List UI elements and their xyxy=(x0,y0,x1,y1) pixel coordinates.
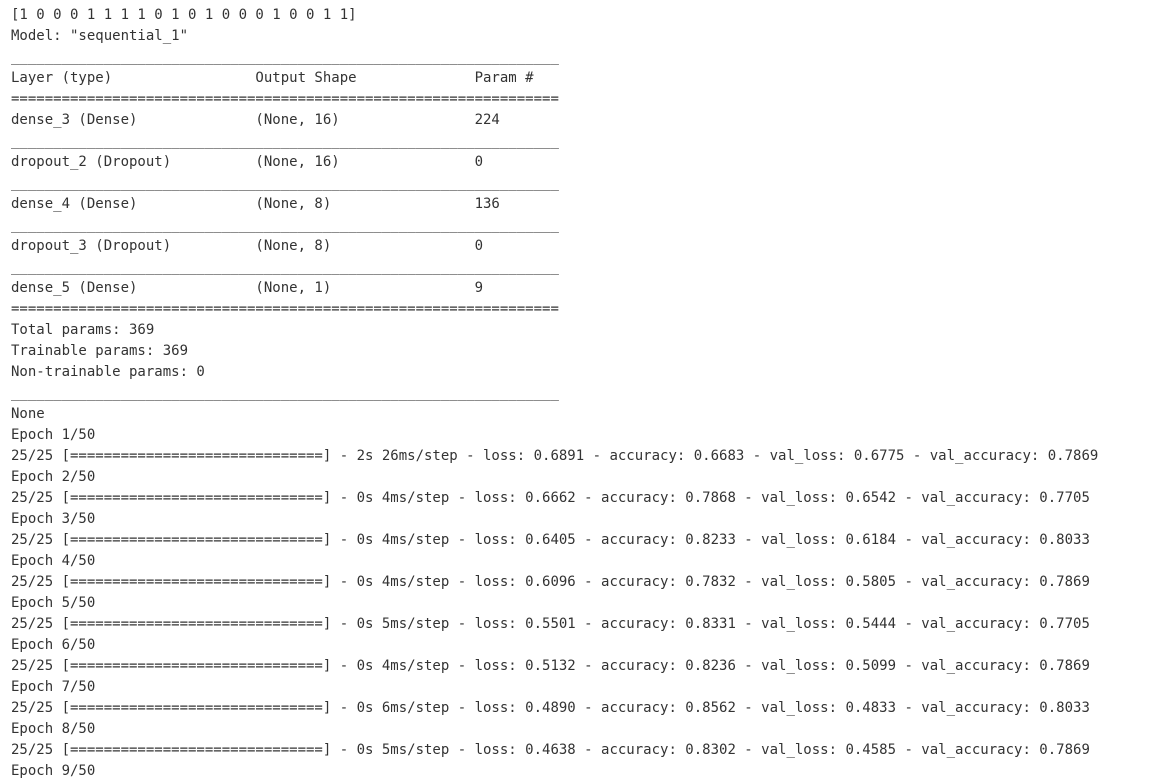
epoch-header-line: Epoch 4/50 xyxy=(11,553,96,569)
trainable-params-line: Trainable params: 369 xyxy=(11,343,189,359)
summary-rule-line: _________________________________________________________________ xyxy=(11,217,559,233)
epoch-header-line: Epoch 1/50 xyxy=(11,427,96,443)
summary-rule-line: _________________________________________________________________ xyxy=(11,175,559,191)
layer-row: dense_5 (Dense) (None, 1) 9 xyxy=(11,280,559,296)
cell-output xyxy=(11,5,1098,782)
summary-header-line: Layer (type) Output Shape Param # xyxy=(11,70,559,86)
summary-rule-line: _________________________________________________________________ xyxy=(11,259,559,275)
epoch-progress-line: 25/25 [==============================] - 0s 4ms/step - loss: 0.6662 - accuracy: 0.7868 - val_loss: 0.6542 - val_accuracy: 0.7705 xyxy=(11,490,1090,506)
layer-row: dropout_3 (Dropout) (None, 8) 0 xyxy=(11,238,559,254)
summary-rule-line: _________________________________________________________________ xyxy=(11,49,559,65)
summary-double-rule-line: ================================================================= xyxy=(11,301,559,317)
epoch-progress-line: 25/25 [==============================] - 0s 5ms/step - loss: 0.5501 - accuracy: 0.8331 - val_loss: 0.5444 - val_accuracy: 0.7705 xyxy=(11,616,1090,632)
epoch-progress-line: 25/25 [==============================] - 2s 26ms/step - loss: 0.6891 - accuracy: 0.6683 - val_loss: 0.6775 - val_accuracy: 0.7869 xyxy=(11,448,1099,464)
layer-row: dense_4 (Dense) (None, 8) 136 xyxy=(11,196,559,212)
epoch-progress-line: 25/25 [==============================] - 0s 4ms/step - loss: 0.5132 - accuracy: 0.8236 - val_loss: 0.5099 - val_accuracy: 0.7869 xyxy=(11,658,1090,674)
model-name-line: Model: "sequential_1" xyxy=(11,28,189,44)
summary-rule-line: _________________________________________________________________ xyxy=(11,385,559,401)
epoch-header-line: Epoch 9/50 xyxy=(11,763,96,779)
summary-double-rule-line: ================================================================= xyxy=(11,91,559,107)
epoch-progress-line: 25/25 [==============================] - 0s 4ms/step - loss: 0.6405 - accuracy: 0.8233 - val_loss: 0.6184 - val_accuracy: 0.8033 xyxy=(11,532,1090,548)
epoch-progress-line: 25/25 [==============================] - 0s 4ms/step - loss: 0.6096 - accuracy: 0.7832 - val_loss: 0.5805 - val_accuracy: 0.7869 xyxy=(11,574,1090,590)
none-output-line: None xyxy=(11,406,45,422)
epoch-progress-line: 25/25 [==============================] - 0s 5ms/step - loss: 0.4638 - accuracy: 0.8302 - val_loss: 0.4585 - val_accuracy: 0.7869 xyxy=(11,742,1090,758)
epoch-header-line: Epoch 5/50 xyxy=(11,595,96,611)
epoch-header-line: Epoch 2/50 xyxy=(11,469,96,485)
epoch-header-line: Epoch 7/50 xyxy=(11,679,96,695)
epoch-header-line: Epoch 3/50 xyxy=(11,511,96,527)
prediction-array-line: [1 0 0 0 1 1 1 1 0 1 0 1 0 0 0 1 0 0 1 1] xyxy=(11,7,357,23)
layer-row: dropout_2 (Dropout) (None, 16) 0 xyxy=(11,154,559,170)
summary-rule-line: _________________________________________________________________ xyxy=(11,133,559,149)
layer-row: dense_3 (Dense) (None, 16) 224 xyxy=(11,112,559,128)
non-trainable-params-line: Non-trainable params: 0 xyxy=(11,364,205,380)
epoch-progress-line: 25/25 [==============================] - 0s 6ms/step - loss: 0.4890 - accuracy: 0.8562 - val_loss: 0.4833 - val_accuracy: 0.8033 xyxy=(11,700,1090,716)
total-params-line: Total params: 369 xyxy=(11,322,155,338)
epoch-header-line: Epoch 8/50 xyxy=(11,721,96,737)
epoch-header-line: Epoch 6/50 xyxy=(11,637,96,653)
